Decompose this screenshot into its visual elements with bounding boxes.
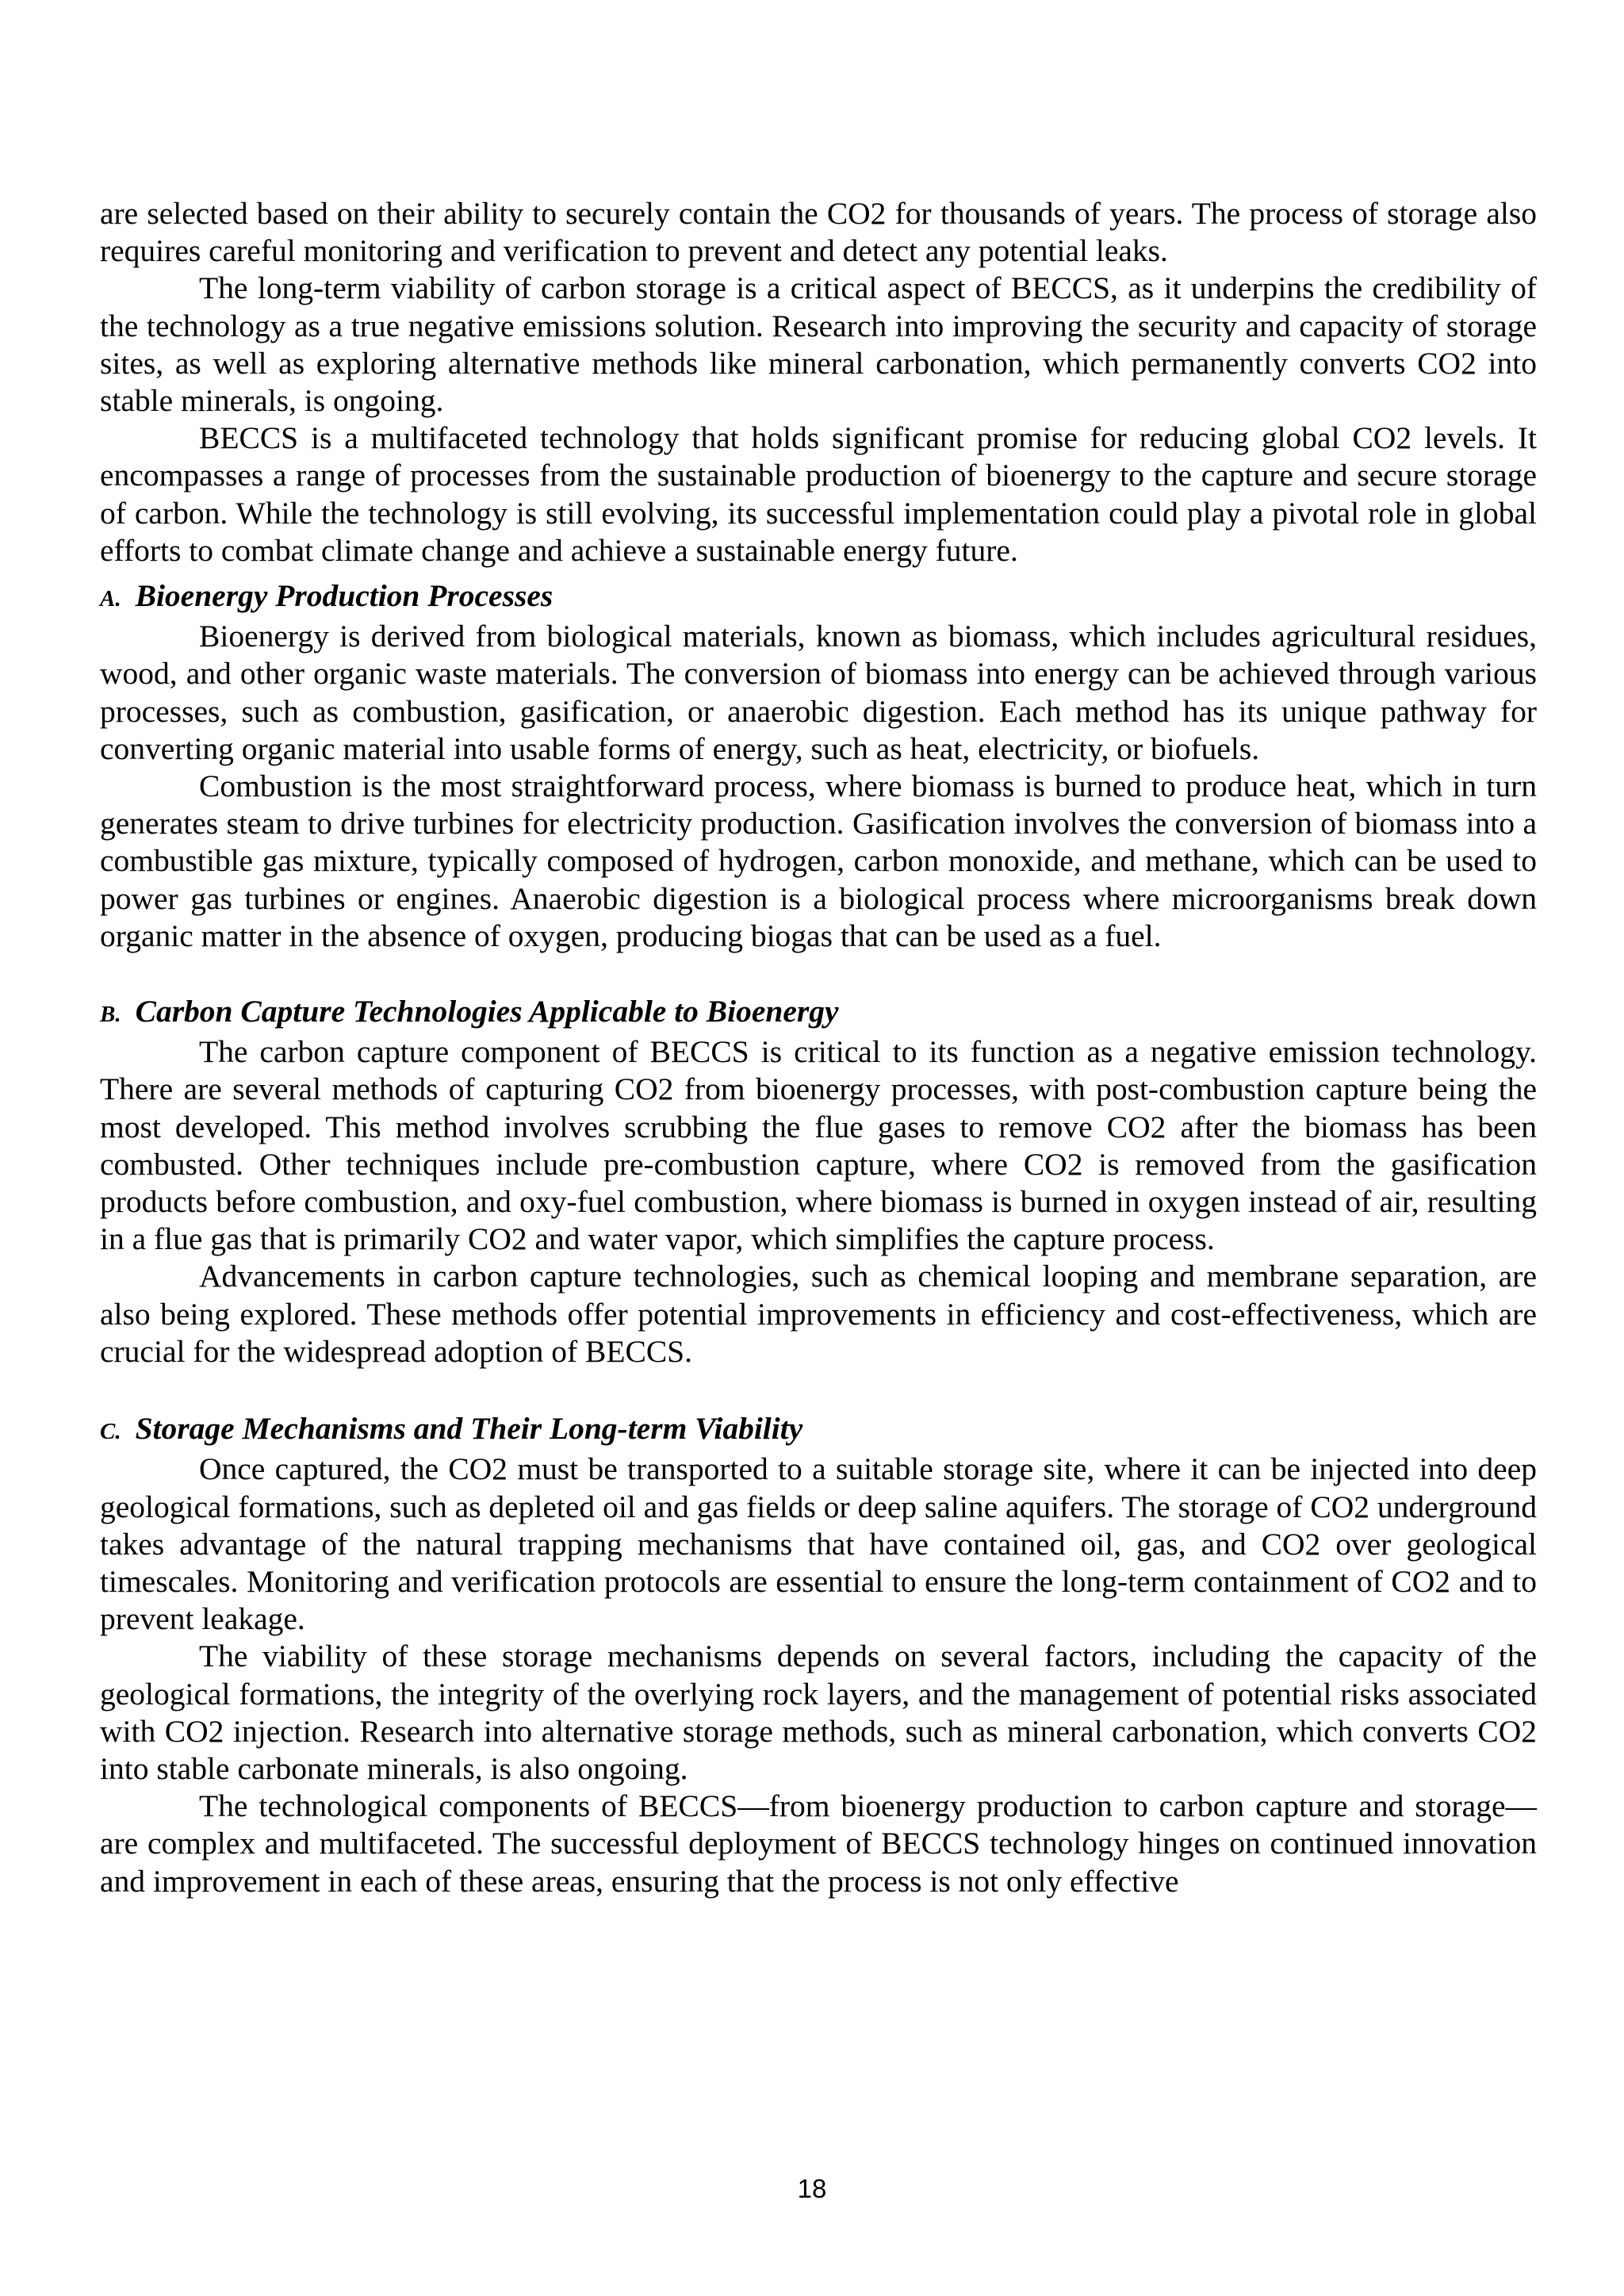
section-b-heading bbox=[100, 993, 1537, 1033]
section-b-paragraph-2: Advancements in carbon capture technologies, such as chemical looping and membrane separation, are also being explored. These methods offer potential improvements in efficiency and cost-effectiveness, which are crucial for the widespread adoption of BECCS. bbox=[100, 1259, 1537, 1369]
intro-paragraph-3: BECCS is a multifaceted technology that holds significant promise for reducing global CO2 levels. It encompasses a range of processes from the sustainable production of bioenergy to the capture and secure storage of carbon. While the technology is still evolving, its successful implementation could play a pivotal role in global efforts to combat climate change and achieve a sustainable energy future. bbox=[100, 420, 1537, 568]
section-c-heading bbox=[100, 1410, 1537, 1451]
section-a-letter: A. bbox=[100, 586, 121, 612]
section-c-title: Storage Mechanisms and Their Long-term Viability bbox=[135, 1411, 803, 1447]
section-a-paragraph-2: Combustion is the most straightforward process, where biomass is burned to produce heat, which in turn generates steam to drive turbines for electricity production. Gasification involves the conversion of biomass into a combustible gas mixture, typically composed of hydrogen, carbon monoxide, and methane, which can be used to power gas turbines or engines. Anaerobic digestion is a biological process where microorganisms break down organic matter in the absence of oxygen, producing biogas that can be used as a fuel. bbox=[100, 769, 1537, 953]
section-c-letter: C. bbox=[100, 1419, 121, 1445]
page-number: 18 bbox=[797, 2174, 827, 2203]
page-body bbox=[100, 195, 1537, 1900]
section-a-heading bbox=[100, 577, 1537, 618]
section-a-paragraph-1: Bioenergy is derived from biological materials, known as biomass, which includes agricultural residues, wood, and other organic waste materials. The conversion of biomass into energy can be achieved through various processes, such as combustion, gasification, or anaerobic digestion. Each method has its unique pathway for converting organic material into usable forms of energy, such as heat, electricity, or biofuels. bbox=[100, 619, 1537, 766]
section-b-title: Carbon Capture Technologies Applicable to Bioenergy bbox=[135, 994, 839, 1029]
section-c-paragraph-1: Once captured, the CO2 must be transported to a suitable storage site, where it can be injected into deep geological formations, such as depleted oil and gas fields or deep saline aquifers. The storage of CO2 underground takes advantage of the natural trapping mechanisms that have contained oil, gas, and CO2 over geological timescales. Monitoring and verification protocols are essential to ensure the long-term containment of CO2 and to prevent leakage. bbox=[100, 1451, 1537, 1637]
intro-paragraph-1: are selected based on their ability to securely contain the CO2 for thousands of years. The process of storage also requires careful monitoring and verification to prevent and detect any potential leaks. bbox=[100, 196, 1537, 269]
section-a-title: Bioenergy Production Processes bbox=[135, 578, 553, 614]
section-b-paragraph-1: The carbon capture component of BECCS is critical to its function as a negative emission technology. There are several methods of capturing CO2 from bioenergy processes, with post-combustion capture being the most developed. This method involves scrubbing the flue gases to remove CO2 after the biomass has been combusted. Other techniques include pre-combustion capture, where CO2 is removed from the gasification products before combustion, and oxy-fuel combustion, where biomass is burned in oxygen instead of air, resulting in a flue gas that is primarily CO2 and water vapor, which simplifies the capture process. bbox=[100, 1034, 1537, 1257]
section-b-letter: B. bbox=[100, 1002, 121, 1028]
section-c-paragraph-3: The technological components of BECCS—from bioenergy production to carbon capture and storage—are complex and multifaceted. The successful deployment of BECCS technology hinges on continued innovation and improvement in each of these areas, ensuring that the process is not only effective bbox=[100, 1788, 1537, 1899]
intro-paragraph-2: The long-term viability of carbon storage is a critical aspect of BECCS, as it underpins the credibility of the technology as a true negative emissions solution. Research into improving the security and capacity of storage sites, as well as exploring alternative methods like mineral carbonation, which permanently converts CO2 into stable minerals, is ongoing. bbox=[100, 270, 1537, 419]
section-c-paragraph-2: The viability of these storage mechanisms depends on several factors, including the capacity of the geological formations, the integrity of the overlying rock layers, and the management of potential risks associated with CO2 injection. Research into alternative storage methods, such as mineral carbonation, which converts CO2 into stable carbonate minerals, is also ongoing. bbox=[100, 1639, 1537, 1786]
